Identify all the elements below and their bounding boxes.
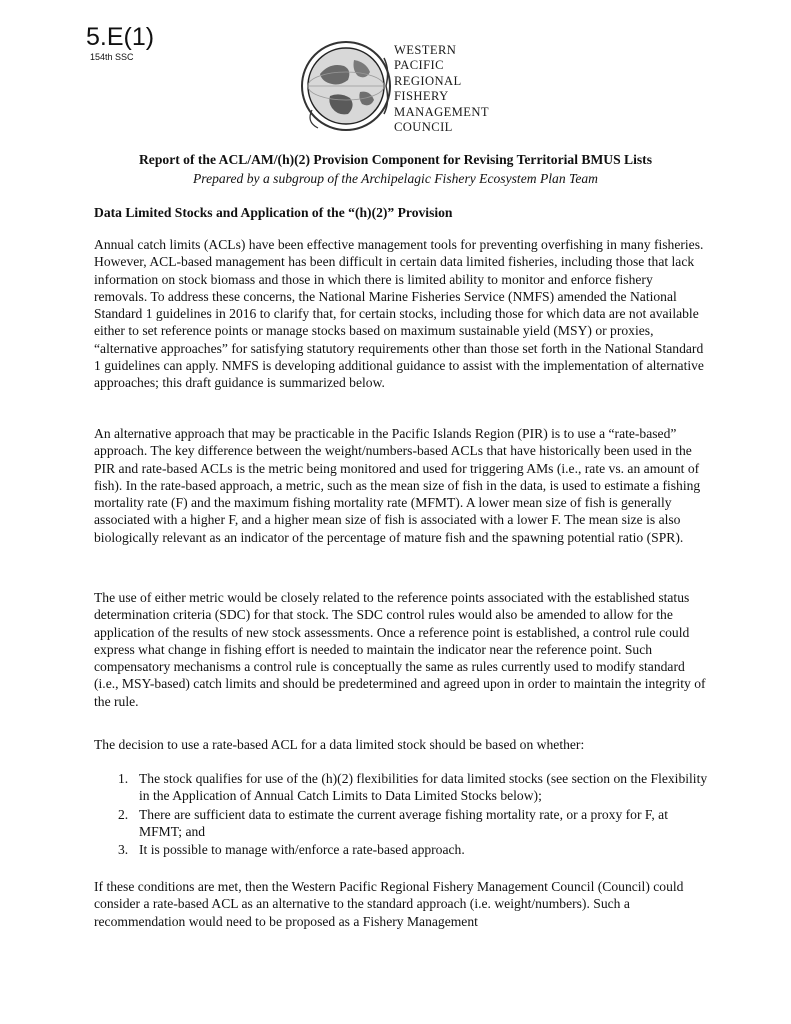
report-title: Report of the ACL/AM/(h)(2) Provision Component for Revising Territorial BMUS Lists	[138, 152, 653, 167]
list-item	[94, 770, 714, 805]
agenda-label	[86, 24, 154, 62]
list-item	[94, 841, 714, 858]
paragraph: An alternative approach that may be practicable in the Pacific Islands Region (PIR) is to use a “rate-based” approach. The key difference between the weight/numbers-based ACLs that have historically been used in the PIR and rate-based ACLs is the metric being monitored and used for triggering AMs (i.e., rate vs. an amount of fish). In the rate-based approach, a metric, such as the mean size of fish in the data, is used to estimate a fishing mortality rate (F) and the maximum fishing mortality rate (MFMT). A lower mean size of fish is generally associated with a higher F, and a higher mean size of fish is associated with a lower F. The mean size is also biologically relevant as an indicator of the percentage of mature fish and the spawning potential ratio (SPR).	[94, 426, 701, 545]
council-name	[394, 43, 489, 135]
list-number: 3.	[118, 842, 129, 858]
council-line: COUNCIL	[394, 120, 453, 135]
agenda-code: 5.E(1)	[86, 23, 155, 51]
criteria-list	[94, 770, 714, 859]
paragraph: Annual catch limits (ACLs) have been effective management tools for preventing overfishing in many fisheries. However, ACL-based management has been difficult in certain data limited fisheries, including those that lack information on stock biomass and those in which there is limited ability to monitor and enforce fishery removals. To address these concerns, the National Marine Fisheries Service (NMFS) amended the National Standard 1 guidelines in 2016 to clarify that, for certain stocks, including those for which data are not available either to set reference points or manage stocks based on maximum sustainable yield (MSY) or proxies, “alternative approaches” for satisfying statutory requirements other than those set forth in the National Standard 1 guidelines can apply. NMFS is developing additional guidance to assist with the implementation of alternative approaches; this draft guidance is summarized below.	[94, 237, 704, 391]
list-number: 2.	[118, 806, 129, 822]
section-heading: Data Limited Stocks and Application of the “(h)(2)” Provision	[94, 205, 453, 220]
report-subtitle: Prepared by a subgroup of the Archipelagic Fishery Ecosystem Plan Team	[193, 171, 598, 186]
list-text: There are sufficient data to estimate the current average fishing mortality rate, or a proxy for F, at MFMT; and	[139, 806, 668, 839]
council-line: REGIONAL	[394, 73, 462, 88]
closing-paragraph: If these conditions are met, then the Western Pacific Regional Fishery Management Council (Council) could consider a rate-based ACL as an alternative to the standard approach (i.e. weight/numbers). Such a recommendation would need to be proposed as a Fishery Management	[94, 879, 684, 929]
globe-seal-icon	[300, 40, 392, 132]
list-text: It is possible to manage with/enforce a rate-based approach.	[139, 842, 465, 858]
council-logo	[300, 36, 520, 136]
paragraph: The use of either metric would be closely related to the reference points associated with the established status determination criteria (SDC) for that stock. The SDC control rules would also be amended to allow for the application of the results of new stock assessments. Once a reference point is established, a control rule could express what change in fishing effort is needed to maintain the indicator near the reference point. Such compensatory mechanisms a control rule is conceptually the same as rules currently used to modify standard (i.e., MSY-based) catch limits and should be predetermined and agreed upon in order to maintain the integrity of the rule.	[94, 590, 706, 709]
list-item	[94, 806, 714, 841]
council-line: PACIFIC	[394, 58, 444, 73]
council-line: FISHERY	[394, 89, 449, 104]
council-line: WESTERN	[394, 43, 457, 57]
list-number: 1.	[118, 771, 129, 786]
council-line: MANAGEMENT	[394, 104, 489, 119]
list-text: The stock qualifies for use of the (h)(2) flexibilities for data limited stocks (see section on the Flexibility in the Application of Annual Catch Limits to Data Limited Stocks below);	[139, 771, 708, 804]
paragraph: The decision to use a rate-based ACL for a data limited stock should be based on whether:	[94, 737, 585, 752]
meeting-label: 154th SSC	[90, 52, 134, 62]
